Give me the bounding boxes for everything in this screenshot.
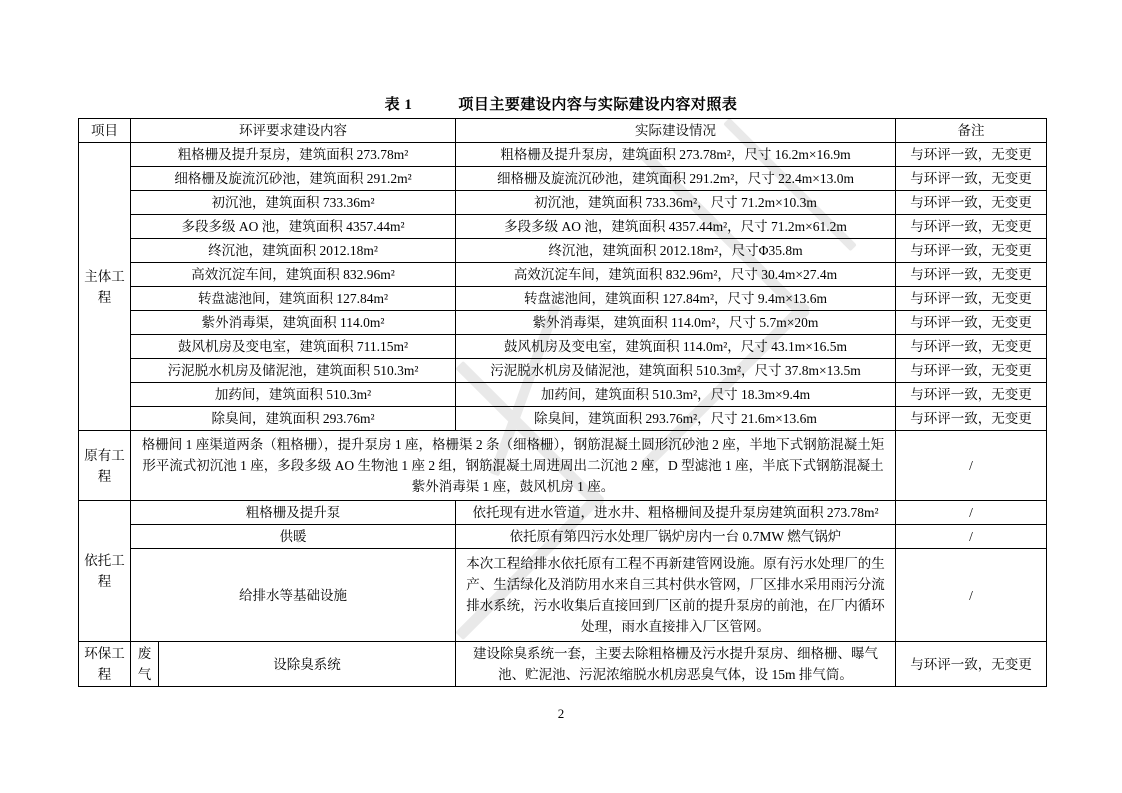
cell-main-5-eia: 高效沉淀车间，建筑面积 832.96m² xyxy=(131,263,456,287)
cell-existing-remark: / xyxy=(896,431,1047,501)
section-label-env: 环保工程 xyxy=(79,642,131,687)
cell-main-9-remark: 与环评一致，无变更 xyxy=(896,359,1047,383)
cell-env-remark: 与环评一致，无变更 xyxy=(896,642,1047,687)
cell-main-9-actual: 污泥脱水机房及储泥池，建筑面积 510.3m²，尺寸 37.8m×13.5m xyxy=(456,359,896,383)
header-project: 项目 xyxy=(79,119,131,143)
cell-main-3-eia: 多段多级 AO 池，建筑面积 4357.44m² xyxy=(131,215,456,239)
table-row xyxy=(79,525,1047,549)
cell-main-10-actual: 加药间，建筑面积 510.3m²，尺寸 18.3m×9.4m xyxy=(456,383,896,407)
table-row xyxy=(79,359,1047,383)
cell-main-10-remark: 与环评一致，无变更 xyxy=(896,383,1047,407)
table-title xyxy=(0,93,1122,114)
cell-main-6-actual: 转盘滤池间，建筑面积 127.84m²，尺寸 9.4m×13.6m xyxy=(456,287,896,311)
cell-relying-0-actual: 依托现有进水管道，进水井、粗格栅间及提升泵房建筑面积 273.78m² xyxy=(456,501,896,525)
table-row xyxy=(79,311,1047,335)
table-row xyxy=(79,335,1047,359)
comparison-table xyxy=(78,118,1047,687)
cell-relying-2-actual: 本次工程给排水依托原有工程不再新建管网设施。原有污水处理厂的生产、生活绿化及消防用水来自三其村供水管网，厂区排水采用雨污分流排水系统，污水收集后直接回到厂区前的提升泵房的前池，在厂内循环处理，雨水直接排入厂区管网。 xyxy=(456,549,896,642)
cell-main-0-eia: 粗格栅及提升泵房，建筑面积 273.78m² xyxy=(131,143,456,167)
header-remark: 备注 xyxy=(896,119,1047,143)
cell-main-4-eia: 终沉池，建筑面积 2012.18m² xyxy=(131,239,456,263)
cell-main-11-actual: 除臭间，建筑面积 293.76m²，尺寸 21.6m×13.6m xyxy=(456,407,896,431)
table-row xyxy=(79,501,1047,525)
table-row xyxy=(79,263,1047,287)
cell-main-1-remark: 与环评一致，无变更 xyxy=(896,167,1047,191)
cell-relying-1-eia: 供暖 xyxy=(131,525,456,549)
cell-main-6-remark: 与环评一致，无变更 xyxy=(896,287,1047,311)
cell-main-11-remark: 与环评一致，无变更 xyxy=(896,407,1047,431)
cell-existing-content: 格栅间 1 座渠道两条（粗格栅），提升泵房 1 座，格栅渠 2 条（细格栅），钢筋混凝土圆形沉砂池 2 座，半地下式钢筋混凝土矩形平流式初沉池 1 座，多段多级 AO 生物池 1 座 2 组，钢筋混凝土周进周出二沉池 2 座，D 型滤池 1 座，半底下式钢筋混凝土紫外消毒渠 1 座，鼓风机房 1 座。 xyxy=(131,431,896,501)
section-label-relying: 依托工程 xyxy=(79,501,131,642)
cell-main-3-actual: 多段多级 AO 池，建筑面积 4357.44m²，尺寸 71.2m×61.2m xyxy=(456,215,896,239)
cell-main-2-actual: 初沉池，建筑面积 733.36m²，尺寸 71.2m×10.3m xyxy=(456,191,896,215)
cell-main-2-remark: 与环评一致，无变更 xyxy=(896,191,1047,215)
cell-main-5-actual: 高效沉淀车间，建筑面积 832.96m²，尺寸 30.4m×27.4m xyxy=(456,263,896,287)
cell-env-actual: 建设除臭系统一套，主要去除粗格栅及污水提升泵房、细格栅、曝气池、贮泥池、污泥浓缩脱水机房恶臭气体，设 15m 排气筒。 xyxy=(456,642,896,687)
table-row xyxy=(79,383,1047,407)
cell-main-5-remark: 与环评一致，无变更 xyxy=(896,263,1047,287)
header-eia: 环评要求建设内容 xyxy=(131,119,456,143)
table-row xyxy=(79,642,1047,687)
table-row xyxy=(79,191,1047,215)
cell-main-6-eia: 转盘滤池间，建筑面积 127.84m² xyxy=(131,287,456,311)
cell-main-7-eia: 紫外消毒渠，建筑面积 114.0m² xyxy=(131,311,456,335)
table-row xyxy=(79,407,1047,431)
cell-main-9-eia: 污泥脱水机房及储泥池，建筑面积 510.3m² xyxy=(131,359,456,383)
table-row xyxy=(79,549,1047,642)
cell-main-10-eia: 加药间，建筑面积 510.3m² xyxy=(131,383,456,407)
table-row xyxy=(79,239,1047,263)
cell-main-1-eia: 细格栅及旋流沉砂池，建筑面积 291.2m² xyxy=(131,167,456,191)
header-row xyxy=(79,119,1047,143)
cell-main-7-remark: 与环评一致，无变更 xyxy=(896,311,1047,335)
cell-main-11-eia: 除臭间，建筑面积 293.76m² xyxy=(131,407,456,431)
cell-relying-0-remark: / xyxy=(896,501,1047,525)
cell-main-8-eia: 鼓风机房及变电室，建筑面积 711.15m² xyxy=(131,335,456,359)
cell-main-1-actual: 细格栅及旋流沉砂池，建筑面积 291.2m²，尺寸 22.4m×13.0m xyxy=(456,167,896,191)
cell-relying-1-actual: 依托原有第四污水处理厂锅炉房内一台 0.7MW 燃气锅炉 xyxy=(456,525,896,549)
cell-main-4-actual: 终沉池，建筑面积 2012.18m²，尺寸Φ35.8m xyxy=(456,239,896,263)
cell-main-7-actual: 紫外消毒渠，建筑面积 114.0m²，尺寸 5.7m×20m xyxy=(456,311,896,335)
table-row xyxy=(79,215,1047,239)
table-row xyxy=(79,287,1047,311)
cell-relying-2-remark: / xyxy=(896,549,1047,642)
cell-main-4-remark: 与环评一致，无变更 xyxy=(896,239,1047,263)
cell-relying-0-eia: 粗格栅及提升泵 xyxy=(131,501,456,525)
table-title-text: 项目主要建设内容与实际建设内容对照表 xyxy=(458,97,738,113)
cell-main-2-eia: 初沉池，建筑面积 733.36m² xyxy=(131,191,456,215)
table-row xyxy=(79,431,1047,501)
cell-relying-1-remark: / xyxy=(896,525,1047,549)
header-actual: 实际建设情况 xyxy=(456,119,896,143)
cell-main-0-actual: 粗格栅及提升泵房，建筑面积 273.78m²，尺寸 16.2m×16.9m xyxy=(456,143,896,167)
section-label-existing: 原有工程 xyxy=(79,431,131,501)
section-label-main: 主体工程 xyxy=(79,143,131,431)
cell-main-8-remark: 与环评一致，无变更 xyxy=(896,335,1047,359)
table-title-label: 表 1 xyxy=(384,97,413,113)
cell-env-eia: 设除臭系统 xyxy=(159,642,456,687)
page-number: 2 xyxy=(557,706,565,721)
cell-main-0-remark: 与环评一致，无变更 xyxy=(896,143,1047,167)
table-row xyxy=(79,167,1047,191)
cell-env-sub-label: 废气 xyxy=(131,642,159,687)
cell-main-3-remark: 与环评一致，无变更 xyxy=(896,215,1047,239)
cell-relying-2-eia: 给排水等基础设施 xyxy=(131,549,456,642)
table-row xyxy=(79,143,1047,167)
cell-main-8-actual: 鼓风机房及变电室，建筑面积 114.0m²，尺寸 43.1m×16.5m xyxy=(456,335,896,359)
